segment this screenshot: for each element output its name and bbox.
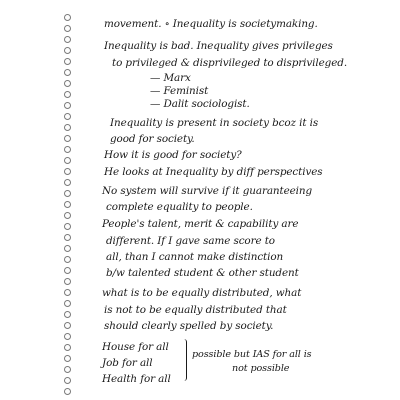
binding-hole bbox=[64, 289, 71, 296]
binding-hole bbox=[64, 190, 71, 197]
list-health-for-all: Health for all bbox=[102, 373, 171, 385]
binding-hole bbox=[64, 179, 71, 186]
note-line-7: He looks at Inequality by diff perspectives bbox=[104, 166, 323, 178]
binding-hole bbox=[64, 14, 71, 21]
binding-hole bbox=[64, 58, 71, 65]
note-line-16: should clearly spelled by society. bbox=[104, 320, 274, 332]
binding-hole bbox=[64, 146, 71, 153]
note-line-10: People's talent, merit & capability are bbox=[102, 218, 299, 230]
note-line-2: Inequality is bad. Inequality gives privileges bbox=[104, 40, 333, 52]
binding-hole bbox=[64, 377, 71, 384]
binding-hole bbox=[64, 223, 71, 230]
note-line-11: different. If I gave same score to bbox=[106, 235, 275, 247]
binding-hole bbox=[64, 344, 71, 351]
binding-hole bbox=[64, 201, 71, 208]
spiral-holes bbox=[64, 0, 74, 400]
binding-hole bbox=[64, 25, 71, 32]
binding-hole bbox=[64, 36, 71, 43]
note-line-1: movement. ∘ Inequality is societymaking. bbox=[104, 18, 318, 30]
binding-hole bbox=[64, 102, 71, 109]
binding-hole bbox=[64, 300, 71, 307]
list-house-for-all: House for all bbox=[102, 341, 169, 353]
binding-hole bbox=[64, 322, 71, 329]
binding-hole bbox=[64, 212, 71, 219]
binding-hole bbox=[64, 311, 71, 318]
bullet-feminist: — Feminist bbox=[150, 85, 209, 97]
list-job-for-all: Job for all bbox=[102, 357, 153, 369]
bullet-dalit-sociologist: — Dalit sociologist. bbox=[150, 98, 250, 110]
note-line-5: good for society. bbox=[110, 133, 195, 145]
side-note-line-2: not possible bbox=[232, 363, 290, 374]
binding-hole bbox=[64, 157, 71, 164]
binding-hole bbox=[64, 69, 71, 76]
binding-hole bbox=[64, 278, 71, 285]
side-note-line-1: possible but IAS for all is bbox=[192, 349, 312, 360]
binding-hole bbox=[64, 113, 71, 120]
binding-hole bbox=[64, 245, 71, 252]
binding-hole bbox=[64, 124, 71, 131]
binding-hole bbox=[64, 366, 71, 373]
binding-hole bbox=[64, 333, 71, 340]
binding-hole bbox=[64, 267, 71, 274]
grouping-brace bbox=[181, 339, 187, 381]
note-line-3: to privileged & disprivileged to disprivileged. bbox=[112, 57, 348, 69]
note-line-15: is not to be equally distributed that bbox=[104, 304, 287, 316]
binding-hole bbox=[64, 234, 71, 241]
note-line-13: b/w talented student & other student bbox=[106, 267, 299, 279]
note-line-4: Inequality is present in society bcoz it is bbox=[110, 117, 319, 129]
binding-hole bbox=[64, 135, 71, 142]
binding-hole bbox=[64, 388, 71, 395]
note-line-12: all, than I cannot make distinction bbox=[106, 251, 284, 263]
binding-hole bbox=[64, 91, 71, 98]
bullet-marx: — Marx bbox=[150, 72, 191, 84]
binding-hole bbox=[64, 80, 71, 87]
binding-hole bbox=[64, 256, 71, 263]
binding-hole bbox=[64, 47, 71, 54]
binding-hole bbox=[64, 168, 71, 175]
note-line-14: what is to be equally distributed, what bbox=[102, 287, 302, 299]
note-line-6: How it is good for society? bbox=[104, 149, 242, 161]
note-line-8: No system will survive if it guaranteeing bbox=[102, 185, 313, 197]
note-line-9: complete equality to people. bbox=[106, 201, 253, 213]
binding-hole bbox=[64, 355, 71, 362]
